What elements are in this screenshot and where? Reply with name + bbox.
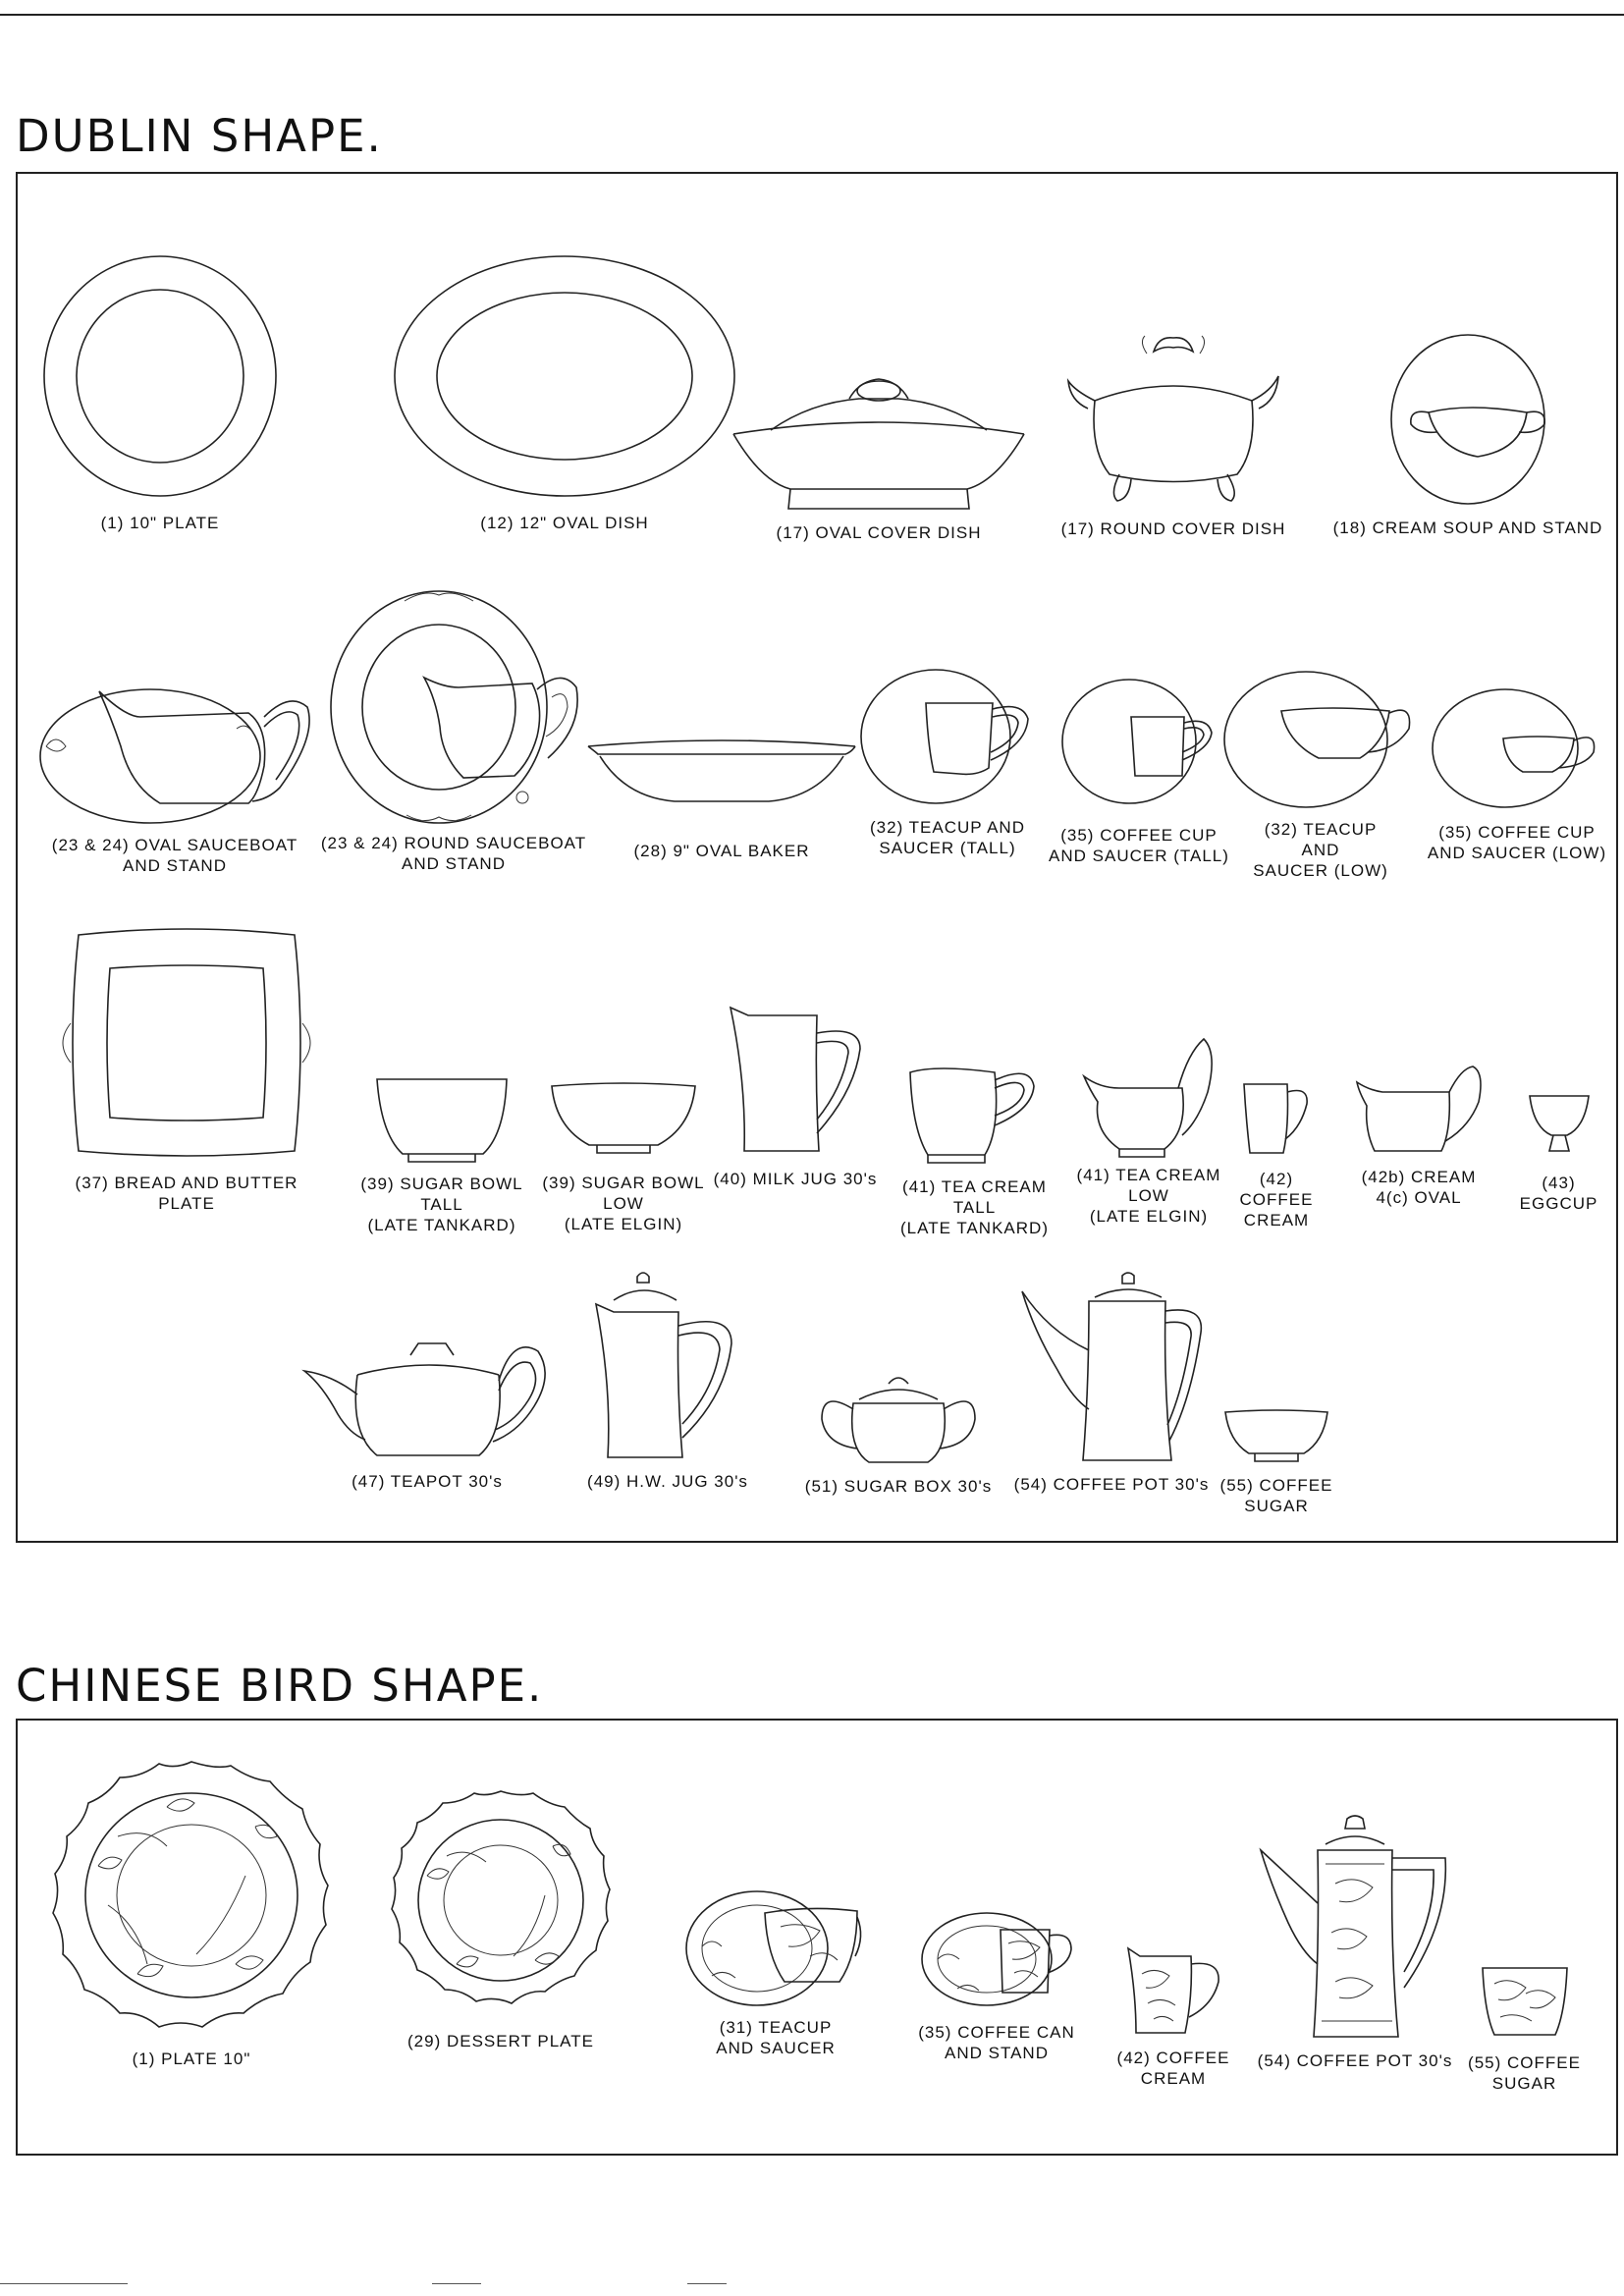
decorated-coffee-sugar-icon: [1481, 1964, 1569, 2039]
catalog-item: [27, 253, 293, 533]
decorated-teacup-icon: [682, 1887, 869, 2007]
catalog-item: [994, 1272, 1229, 1495]
item-caption: (1) 10" PLATE: [100, 514, 220, 532]
item-caption: (54) COFFEE POT 30's: [1257, 2051, 1453, 2070]
catalog-item: [1350, 1063, 1488, 1208]
teapot-icon: [302, 1336, 552, 1463]
item-caption: (29) DESSERT PLATE: [407, 2032, 594, 2050]
catalog-item: [49, 1758, 334, 2069]
catalog-item: [898, 1910, 1095, 2063]
item-caption: (55) COFFEE SUGAR: [1468, 2053, 1581, 2093]
catalog-item: [1105, 1935, 1242, 2089]
eggcup-icon: [1528, 1092, 1591, 1155]
catalog-item: [1507, 1092, 1610, 1214]
bottom-scan-marks: [0, 2283, 1624, 2293]
item-caption: (35) COFFEE CUP AND SAUCER (TALL): [1049, 826, 1229, 865]
decorated-dessert-plate-icon: [388, 1787, 614, 2013]
decorated-plate-icon: [49, 1758, 334, 2033]
round-plate-icon: [42, 253, 278, 499]
item-caption: (35) COFFEE CUP AND SAUCER (LOW): [1427, 823, 1607, 862]
teacup-low-icon: [1222, 670, 1419, 809]
item-caption: (55) COFFEE SUGAR: [1219, 1476, 1333, 1515]
item-caption: (17) OVAL COVER DISH: [776, 523, 982, 542]
decorated-coffee-can-icon: [918, 1910, 1075, 2008]
catalog-item: [1222, 670, 1419, 881]
oval-baker-icon: [586, 738, 857, 807]
catalog-item: [511, 1082, 736, 1234]
oval-cover-dish-icon: [731, 373, 1026, 511]
item-caption: (39) SUGAR BOWL TALL (LATE TANKARD): [360, 1175, 523, 1234]
item-caption: (49) H.W. JUG 30's: [587, 1472, 748, 1491]
round-sauceboat-icon: [326, 589, 581, 825]
coffee-cup-low-icon: [1429, 687, 1605, 810]
item-caption: (18) CREAM SOUP AND STAND: [1332, 519, 1603, 537]
round-cover-dish-icon: [1060, 332, 1286, 509]
item-caption: (32) TEACUP AND SAUCER (LOW): [1253, 820, 1388, 880]
catalog-item: [316, 589, 591, 874]
item-caption: (1) PLATE 10": [132, 2050, 251, 2068]
sugar-bowl-tall-icon: [373, 1075, 511, 1164]
catalog-item: [378, 1787, 623, 2051]
decorated-coffee-pot-icon: [1257, 1815, 1453, 2041]
catalog-item: [776, 1370, 1021, 1497]
sugar-bowl-low-icon: [550, 1082, 697, 1161]
item-caption: (17) ROUND COVER DISH: [1060, 519, 1286, 538]
catalog-item: [349, 253, 781, 533]
item-caption: (12) 12" OVAL DISH: [480, 514, 649, 532]
tea-cream-low-icon: [1080, 1033, 1218, 1161]
item-caption: (42) COFFEE CREAM: [1116, 2049, 1230, 2088]
catalog-item: [299, 1336, 555, 1492]
item-caption: (40) MILK JUG 30's: [713, 1170, 878, 1188]
item-caption: (35) COFFEE CAN AND STAND: [918, 2023, 1075, 2062]
catalog-item: [579, 738, 864, 861]
catalog-item: [1321, 334, 1615, 538]
coffee-cream-icon: [1242, 1080, 1311, 1157]
catalog-item: [1041, 678, 1237, 866]
catalog-item: [1247, 1815, 1463, 2071]
coffee-cup-tall-icon: [1060, 678, 1218, 805]
milk-jug-icon: [727, 1004, 864, 1159]
catalog-item: [1051, 332, 1296, 539]
item-caption: (31) TEACUP AND SAUCER: [716, 2018, 836, 2057]
oval-dish-icon: [393, 253, 736, 499]
item-caption: (23 & 24) OVAL SAUCEBOAT AND STAND: [51, 836, 298, 875]
item-caption: (42b) CREAM 4(c) OVAL: [1361, 1168, 1477, 1207]
catalog-item: [1419, 687, 1615, 863]
sugar-box-icon: [818, 1370, 979, 1466]
catalog-item: [27, 678, 322, 876]
item-caption: (54) COFFEE POT 30's: [1013, 1475, 1210, 1494]
item-caption: (32) TEACUP AND SAUCER (TALL): [870, 818, 1025, 857]
catalog-item: [44, 925, 329, 1214]
catalog-item: [560, 1269, 776, 1492]
catalog-item: [1463, 1964, 1586, 2094]
item-caption: (41) TEA CREAM LOW (LATE ELGIN): [1076, 1166, 1221, 1226]
item-caption: (51) SUGAR BOX 30's: [804, 1477, 993, 1496]
coffee-sugar-icon: [1223, 1408, 1329, 1465]
item-caption: (42) COFFEE CREAM: [1239, 1170, 1314, 1230]
chinese-bird-section-title: CHINESE BIRD SHAPE.: [16, 1660, 544, 1712]
hot-water-jug-icon: [594, 1269, 741, 1461]
catalog-item: [722, 373, 1036, 543]
item-caption: (43) EGGCUP: [1519, 1174, 1598, 1213]
item-caption: (37) BREAD AND BUTTER PLATE: [75, 1174, 298, 1213]
coffee-pot-icon: [1018, 1272, 1205, 1464]
catalog-item: [1218, 1408, 1335, 1516]
cream-soup-icon: [1389, 334, 1546, 506]
bread-butter-plate-icon: [49, 925, 324, 1161]
teacup-tall-icon: [859, 668, 1036, 805]
catalog-item: [854, 668, 1041, 858]
cream-oval-icon: [1355, 1063, 1483, 1157]
tea-cream-tall-icon: [906, 1061, 1044, 1169]
catalog-item: [1065, 1033, 1232, 1227]
top-rule: [0, 14, 1624, 16]
decorated-coffee-cream-icon: [1124, 1935, 1222, 2038]
catalog-item: [677, 1887, 874, 2058]
item-caption: (47) TEAPOT 30's: [352, 1472, 503, 1491]
item-caption: (28) 9" OVAL BAKER: [633, 842, 810, 860]
item-caption: (39) SUGAR BOWL LOW (LATE ELGIN): [542, 1174, 705, 1233]
catalog-item: [1222, 1080, 1330, 1230]
oval-sauceboat-icon: [32, 678, 317, 825]
item-caption: (41) TEA CREAM TALL (LATE TANKARD): [900, 1177, 1049, 1237]
catalog-item: [712, 1004, 879, 1189]
catalog-item: [889, 1061, 1060, 1238]
item-caption: (23 & 24) ROUND SAUCEBOAT AND STAND: [320, 834, 587, 873]
dublin-section-title: DUBLIN SHAPE.: [16, 110, 383, 162]
